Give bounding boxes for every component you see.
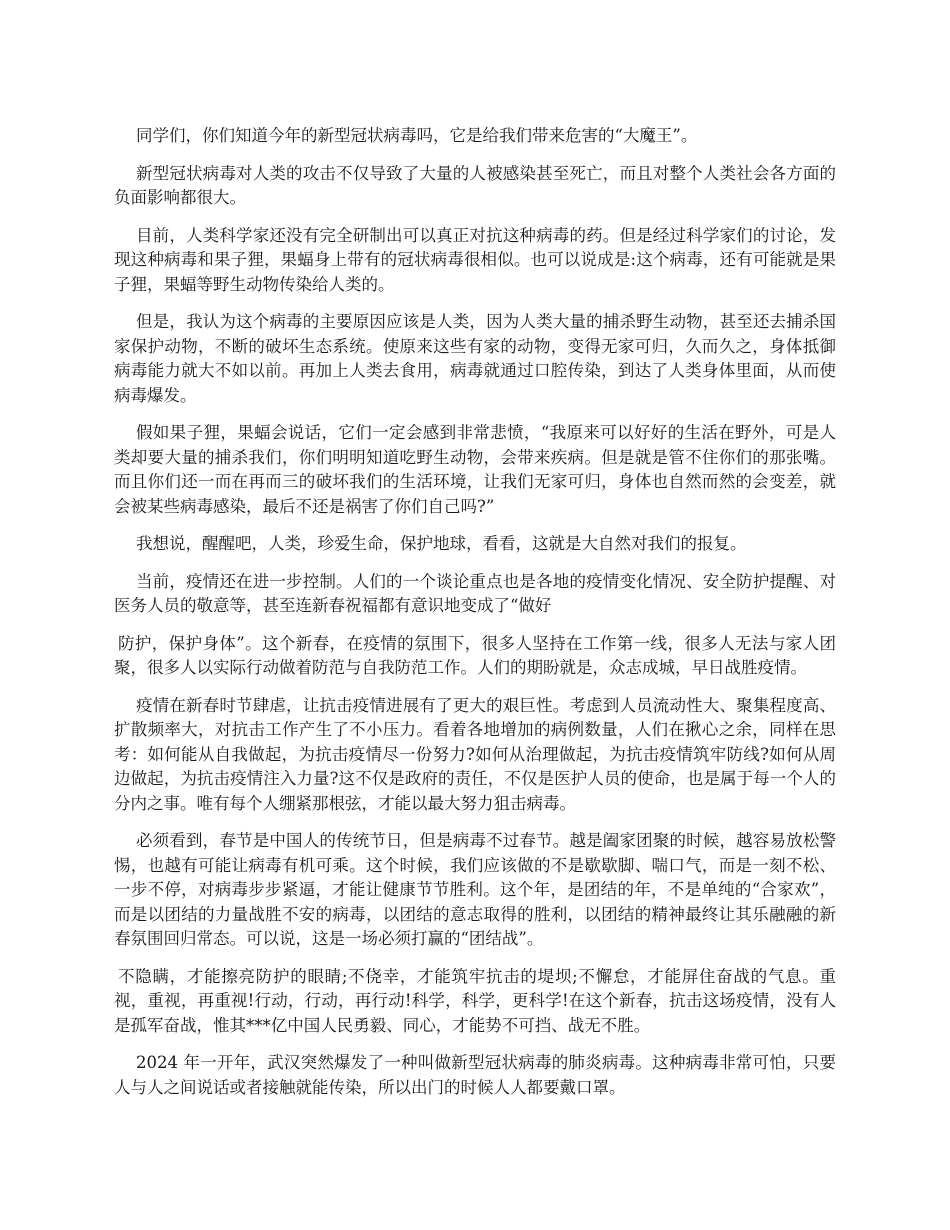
paragraph: 防护，保护身体”。这个新春，在疫情的氛围下，很多人坚持在工作第一线，很多人无法与家人团聚，很多人以实际行动做着防范与自我防范工作。人们的期盼就是，众志成城，早日战胜疫情。 — [114, 633, 836, 677]
paragraph: 必须看到，春节是中国人的传统节日，但是病毒不过春节。越是阖家团聚的时候，越容易放松警惕，也越有可能让病毒有机可乘。这个时候，我们应该做的不是歇歇脚、喘口气，而是一刻不松、一步不停，对病毒步步紧逼，才能让健康节节胜利。这个年，是团结的年，不是单纯的“合家欢”，而是以团结的力量战胜不安的病毒，以团结的意志取得的胜利，以团结的精神最终让其乐融融的新春氛围回归常态。可以说，这是一场必须打赢的“团结战”。 — [114, 831, 836, 948]
paragraph: 假如果子狸，果蝠会说话，它们一定会感到非常悲愤，“我原来可以好好的生活在野外，可是人类却要大量的捕杀我们，你们明明知道吃野生动物，会带来疾病。但是就是管不住你们的那张嘴。而且你们还一而在再而三的破坏我们的生活环境，让我们无家可归，身体也自然而然的会变差，就会被某些病毒感染，最后不还是祸害了你们自己吗?” — [114, 423, 836, 516]
paragraph: 同学们，你们知道今年的新型冠状病毒吗，它是给我们带来危害的“大魔王”。 — [136, 126, 698, 145]
paragraph: 新型冠状病毒对人类的攻击不仅导致了大量的人被感染甚至死亡，而且对整个人类社会各方面的负面影响都很大。 — [114, 163, 836, 207]
paragraph: 不隐瞒，才能擦亮防护的眼睛;不侥幸，才能筑牢抗击的堤坝;不懈怠，才能屏住奋战的气息。重视，重视，再重视!行动，行动，再行动!科学，科学，更科学!在这个新春，抗击这场疫情，没有人是孤军奋战，惟其***亿中国人民勇毅、同心，才能势不可挡、战无不胜。 — [114, 966, 836, 1035]
paragraph: 我想说，醒醒吧，人类，珍爱生命，保护地球，看看，这就是大自然对我们的报复。 — [136, 534, 747, 553]
paragraph: 疫情在新春时节肆虐，让抗击疫情进展有了更大的艰巨性。考虑到人员流动性大、聚集程度高、扩散频率大，对抗击工作产生了不小压力。看着各地增加的病例数量，人们在揪心之余，同样在思考：如何能从自我做起，为抗击疫情尽一份努力?如何从治理做起，为抗击疫情筑牢防线?如何从周边做起，为抗击疫情注入力量?这不仅是政府的责任，不仅是医护人员的使命，也是属于每一个人的分内之事。唯有每个人绷紧那根弦，才能以最大努力狙击病毒。 — [114, 695, 836, 813]
paragraph: 但是，我认为这个病毒的主要原因应该是人类，因为人类大量的捕杀野生动物，甚至还去捕杀国家保护动物，不断的破坏生态系统。使原来这些有家的动物，变得无家可归，久而久之，身体抵御病毒能力就大不如以前。再加上人类去食用，病毒就通过口腔传染，到达了人类身体里面，从而使病毒爆发。 — [114, 312, 836, 405]
paragraph: 当前，疫情还在进一步控制。人们的一个谈论重点也是各地的疫情变化情况、安全防护提醒、对医务人员的敬意等，甚至连新春祝福都有意识地变成了“做好 — [114, 571, 836, 615]
document-body — [114, 124, 836, 1113]
paragraph: 2024 年一开年，武汉突然爆发了一种叫做新型冠状病毒的肺炎病毒。这种病毒非常可怕，只要人与人之间说话或者接触就能传染，所以出门的时候人人都要戴口罩。 — [114, 1053, 836, 1097]
paragraph: 目前，人类科学家还没有完全研制出可以真正对抗这种病毒的药。但是经过科学家们的讨论，发现这种病毒和果子狸，果蝠身上带有的冠状病毒很相似。也可以说成是:这个病毒，还有可能就是果子狸，果蝠等野生动物传染给人类的。 — [114, 225, 836, 294]
